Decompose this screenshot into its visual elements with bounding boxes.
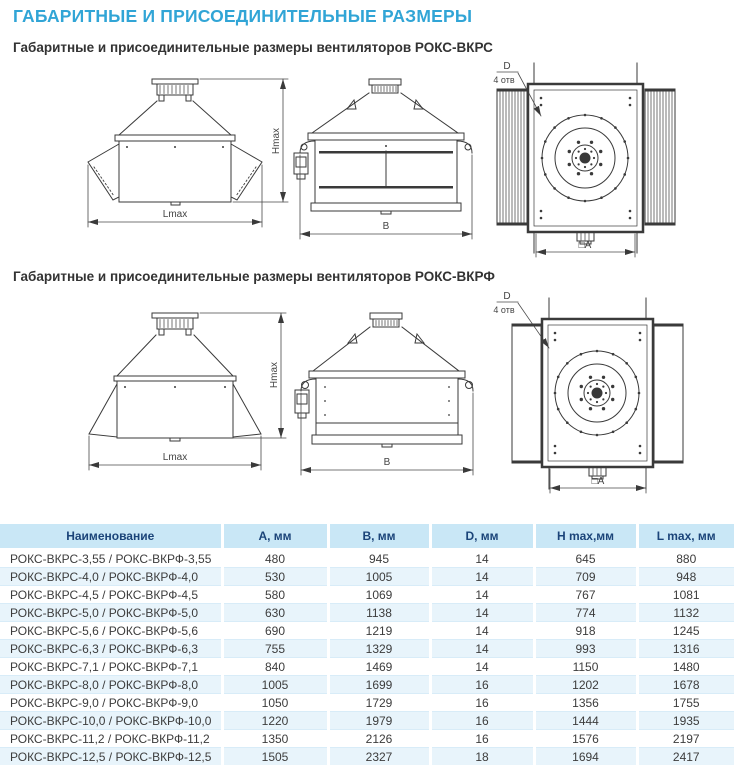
dimension-value-cell: 1132 bbox=[637, 604, 734, 622]
dim-label-d: D bbox=[503, 291, 510, 302]
dimension-value-cell: 480 bbox=[222, 549, 328, 568]
dimension-value-cell: 774 bbox=[534, 604, 637, 622]
dimension-value-cell: 1729 bbox=[328, 694, 430, 712]
dimension-value-cell: 1469 bbox=[328, 658, 430, 676]
table-row bbox=[0, 676, 734, 694]
dimension-value-cell: 1245 bbox=[637, 622, 734, 640]
dim-label-b: B bbox=[384, 457, 391, 468]
vkrf-side-view bbox=[295, 313, 473, 475]
dimension-value-cell: 1350 bbox=[222, 730, 328, 748]
vkrs-side-view bbox=[294, 79, 472, 262]
dimension-value-cell: 14 bbox=[430, 568, 534, 586]
dimension-value-cell: 709 bbox=[534, 568, 637, 586]
dimension-value-cell: 1050 bbox=[222, 694, 328, 712]
col-header-a: А, мм bbox=[222, 524, 328, 549]
dim-label-lmax: Lmax bbox=[163, 452, 187, 463]
dimension-value-cell: 945 bbox=[328, 549, 430, 568]
dimension-value-cell: 880 bbox=[637, 549, 734, 568]
dimension-value-cell: 645 bbox=[534, 549, 637, 568]
dimension-value-cell: 580 bbox=[222, 586, 328, 604]
model-name-cell: РОКС-ВКРС-4,5 / РОКС-ВКРФ-4,5 bbox=[0, 586, 222, 604]
dimension-value-cell: 18 bbox=[430, 748, 534, 765]
dimension-value-cell: 530 bbox=[222, 568, 328, 586]
dim-label-lmax: Lmax bbox=[163, 209, 187, 220]
dim-label-square-a: □A bbox=[579, 240, 592, 251]
dimension-value-cell: 1755 bbox=[637, 694, 734, 712]
vkrf-top-view bbox=[493, 291, 683, 493]
table-row bbox=[0, 748, 734, 765]
dimensions-table-body bbox=[0, 549, 734, 765]
dimension-value-cell: 1220 bbox=[222, 712, 328, 730]
model-name-cell: РОКС-ВКРС-5,6 / РОКС-ВКРФ-5,6 bbox=[0, 622, 222, 640]
dimension-value-cell: 1576 bbox=[534, 730, 637, 748]
vkrs-impeller bbox=[541, 114, 630, 203]
model-name-cell: РОКС-ВКРС-9,0 / РОКС-ВКРФ-9,0 bbox=[0, 694, 222, 712]
dim-label-hmax: Hmax bbox=[269, 362, 280, 388]
table-row bbox=[0, 730, 734, 748]
dimension-value-cell: 690 bbox=[222, 622, 328, 640]
model-name-cell: РОКС-ВКРС-5,0 / РОКС-ВКРФ-5,0 bbox=[0, 604, 222, 622]
model-name-cell: РОКС-ВКРС-6,3 / РОКС-ВКРФ-6,3 bbox=[0, 640, 222, 658]
col-header-lmax: L max, мм bbox=[637, 524, 734, 549]
dimension-value-cell: 1150 bbox=[534, 658, 637, 676]
dimension-value-cell: 1356 bbox=[534, 694, 637, 712]
model-name-cell: РОКС-ВКРС-12,5 / РОКС-ВКРФ-12,5 bbox=[0, 748, 222, 765]
table-header-row bbox=[0, 524, 734, 549]
dimension-value-cell: 1699 bbox=[328, 676, 430, 694]
col-header-d: D, мм bbox=[430, 524, 534, 549]
dimension-value-cell: 993 bbox=[534, 640, 637, 658]
dimension-value-cell: 2327 bbox=[328, 748, 430, 765]
dimension-value-cell: 1678 bbox=[637, 676, 734, 694]
dimension-value-cell: 1069 bbox=[328, 586, 430, 604]
dimension-value-cell: 1202 bbox=[534, 676, 637, 694]
dimension-value-cell: 16 bbox=[430, 676, 534, 694]
dimension-value-cell: 1005 bbox=[222, 676, 328, 694]
dimension-value-cell: 767 bbox=[534, 586, 637, 604]
dim-label-hmax: Hmax bbox=[271, 128, 282, 154]
model-name-cell: РОКС-ВКРС-4,0 / РОКС-ВКРФ-4,0 bbox=[0, 568, 222, 586]
col-header-b: В, мм bbox=[328, 524, 430, 549]
model-name-cell: РОКС-ВКРС-3,55 / РОКС-ВКРФ-3,55 bbox=[0, 549, 222, 568]
table-row bbox=[0, 640, 734, 658]
dimension-value-cell: 14 bbox=[430, 658, 534, 676]
dimension-value-cell: 2417 bbox=[637, 748, 734, 765]
col-header-name: Наименование bbox=[0, 524, 222, 549]
dimension-value-cell: 16 bbox=[430, 730, 534, 748]
dimension-value-cell: 14 bbox=[430, 586, 534, 604]
vkrs-top-view bbox=[493, 61, 675, 257]
vkrf-b-dimension bbox=[301, 393, 473, 475]
dimension-value-cell: 1505 bbox=[222, 748, 328, 765]
dim-label-square-a: □A bbox=[592, 476, 605, 487]
model-name-cell: РОКС-ВКРС-10,0 / РОКС-ВКРФ-10,0 bbox=[0, 712, 222, 730]
table-row bbox=[0, 622, 734, 640]
dimension-value-cell: 14 bbox=[430, 549, 534, 568]
dimension-value-cell: 630 bbox=[222, 604, 328, 622]
dimension-value-cell: 1138 bbox=[328, 604, 430, 622]
vkrf-drawings bbox=[0, 286, 734, 511]
table-row bbox=[0, 549, 734, 568]
vkrs-front-view bbox=[88, 79, 288, 227]
model-name-cell: РОКС-ВКРС-7,1 / РОКС-ВКРФ-7,1 bbox=[0, 658, 222, 676]
dimension-value-cell: 1005 bbox=[328, 568, 430, 586]
dimension-value-cell: 16 bbox=[430, 712, 534, 730]
vkrs-drawings bbox=[0, 57, 734, 262]
page-title: ГАБАРИТНЫЕ И ПРИСОЕДИНИТЕЛЬНЫЕ РАЗМЕРЫ bbox=[13, 6, 734, 27]
dimension-value-cell: 1329 bbox=[328, 640, 430, 658]
model-name-cell: РОКС-ВКРС-8,0 / РОКС-ВКРФ-8,0 bbox=[0, 676, 222, 694]
model-name-cell: РОКС-ВКРС-11,2 / РОКС-ВКРФ-11,2 bbox=[0, 730, 222, 748]
vkrf-a-dimension bbox=[550, 469, 646, 493]
dimension-value-cell: 918 bbox=[534, 622, 637, 640]
table-row bbox=[0, 694, 734, 712]
dim-label-b: B bbox=[383, 221, 390, 232]
table-row bbox=[0, 712, 734, 730]
dimension-value-cell: 16 bbox=[430, 694, 534, 712]
dimension-value-cell: 1480 bbox=[637, 658, 734, 676]
dimension-value-cell: 14 bbox=[430, 622, 534, 640]
dimension-value-cell: 1694 bbox=[534, 748, 637, 765]
dimension-value-cell: 1081 bbox=[637, 586, 734, 604]
dimension-value-cell: 1219 bbox=[328, 622, 430, 640]
table-row bbox=[0, 586, 734, 604]
vkrs-lmax-dimension bbox=[88, 165, 262, 227]
vkrf-impeller bbox=[554, 350, 641, 437]
dimension-value-cell: 1316 bbox=[637, 640, 734, 658]
dimension-value-cell: 840 bbox=[222, 658, 328, 676]
vkrs-a-dimension bbox=[536, 234, 635, 257]
holes-note: 4 отв bbox=[493, 75, 514, 85]
dimension-value-cell: 14 bbox=[430, 640, 534, 658]
dimension-value-cell: 2126 bbox=[328, 730, 430, 748]
table-row bbox=[0, 604, 734, 622]
dimension-value-cell: 1935 bbox=[637, 712, 734, 730]
section-vkrs-subtitle: Габаритные и присоединительные размеры вентиляторов РОКС-ВКРС bbox=[13, 40, 734, 55]
dimension-value-cell: 1444 bbox=[534, 712, 637, 730]
dimension-value-cell: 755 bbox=[222, 640, 328, 658]
dimension-value-cell: 948 bbox=[637, 568, 734, 586]
dim-label-d: D bbox=[503, 61, 510, 72]
section-vkrf-subtitle: Габаритные и присоединительные размеры вентиляторов РОКС-ВКРФ bbox=[13, 269, 734, 284]
dimensions-table bbox=[0, 524, 734, 765]
col-header-hmax: Н max,мм bbox=[534, 524, 637, 549]
dimension-value-cell: 1979 bbox=[328, 712, 430, 730]
dimension-value-cell: 14 bbox=[430, 604, 534, 622]
holes-note: 4 отв bbox=[493, 305, 514, 315]
table-row bbox=[0, 568, 734, 586]
dimension-value-cell: 2197 bbox=[637, 730, 734, 748]
table-row bbox=[0, 658, 734, 676]
vkrf-front-view bbox=[89, 313, 286, 470]
